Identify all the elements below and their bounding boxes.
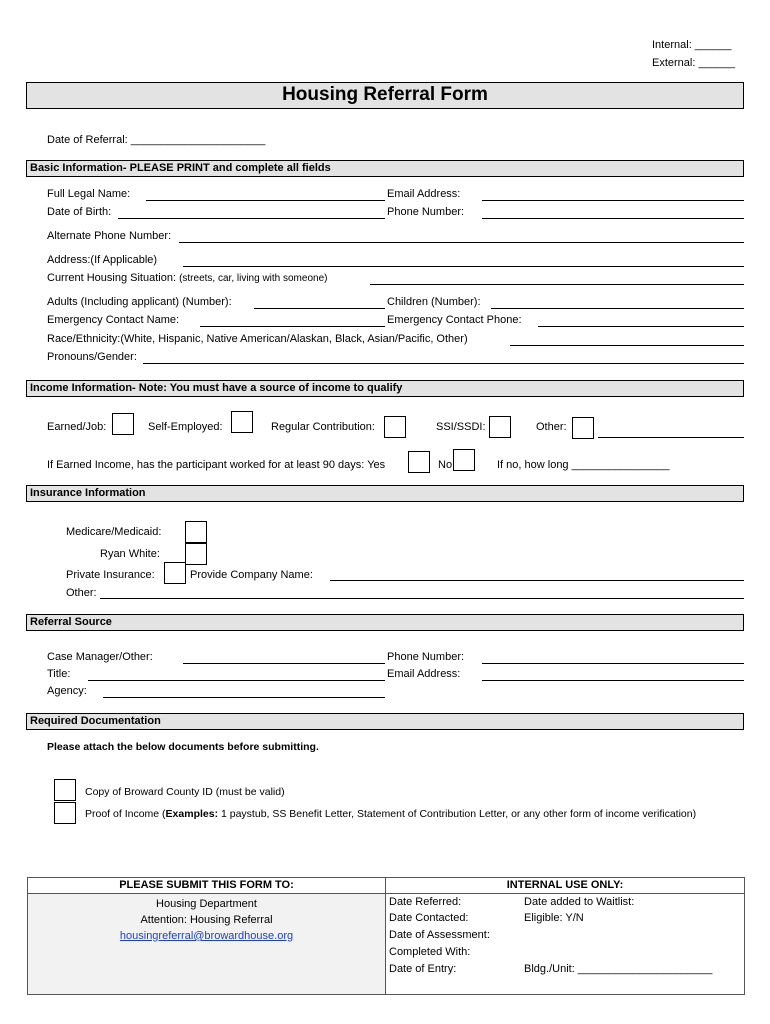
submission-table	[27, 877, 745, 995]
id-doc-label: Copy of Broward County ID (must be valid)	[85, 786, 285, 798]
housing-field[interactable]	[370, 284, 744, 285]
ninety-days-no-checkbox[interactable]	[453, 449, 475, 471]
insurance-info-heading: Insurance Information	[26, 485, 744, 502]
earned-checkbox[interactable]	[112, 413, 134, 435]
race-label: Race/Ethnicity:(White, Hispanic, Native American/Alaskan, Black, Asian/Pacific, Other)	[47, 333, 468, 345]
date-waitlist-label: Date added to Waitlist:	[524, 896, 635, 908]
adults-field[interactable]	[254, 308, 385, 309]
agency-label: Agency:	[47, 685, 87, 697]
adults-label: Adults (Including applicant) (Number):	[47, 296, 232, 308]
emergency-phone-field[interactable]	[538, 326, 744, 327]
internal-use-heading: INTERNAL USE ONLY:	[386, 878, 745, 894]
dept-name: Housing Department	[156, 898, 257, 910]
submit-to-cell	[28, 894, 386, 995]
referral-email-field[interactable]	[482, 680, 744, 681]
dob-label: Date of Birth:	[47, 206, 112, 218]
referral-title-field[interactable]	[88, 680, 385, 681]
internal-label: Internal: ______	[652, 39, 732, 51]
other-insurance-label: Other:	[66, 587, 97, 599]
address-field[interactable]	[183, 266, 744, 267]
medicare-checkbox[interactable]	[185, 521, 207, 543]
private-insurance-label: Private Insurance:	[66, 569, 155, 581]
pronouns-label: Pronouns/Gender:	[47, 351, 137, 363]
alt-phone-field[interactable]	[179, 242, 744, 243]
email-field[interactable]	[482, 200, 744, 201]
date-entry-label: Date of Entry:	[389, 963, 457, 975]
phone-field[interactable]	[482, 218, 744, 219]
referral-phone-field[interactable]	[482, 663, 744, 664]
self-employed-label: Self-Employed:	[148, 421, 223, 433]
company-name-label: Provide Company Name:	[190, 569, 313, 581]
pronouns-field[interactable]	[143, 363, 744, 364]
dob-field[interactable]	[118, 218, 385, 219]
date-referred-label: Date Referred:	[389, 896, 462, 908]
id-checkbox[interactable]	[54, 779, 76, 801]
submit-email-link[interactable]: housingreferral@browardhouse.org	[119, 930, 294, 942]
emergency-name-label: Emergency Contact Name:	[47, 314, 180, 326]
ssi-checkbox[interactable]	[489, 416, 511, 438]
if-no-how-long-field[interactable]: If no, how long ________________	[497, 459, 670, 471]
full-legal-name-label: Full Legal Name:	[47, 188, 131, 200]
private-insurance-checkbox[interactable]	[164, 562, 186, 584]
housing-label: Current Housing Situation: (streets, car, living with someone)	[47, 272, 328, 284]
company-name-field[interactable]	[330, 580, 744, 581]
ryan-white-checkbox[interactable]	[185, 543, 207, 565]
other-insurance-field[interactable]	[100, 598, 744, 599]
emergency-name-field[interactable]	[200, 326, 385, 327]
required-docs-heading: Required Documentation	[26, 713, 744, 730]
referral-title-label: Title:	[47, 668, 71, 680]
earned-label: Earned/Job:	[47, 421, 107, 433]
alt-phone-label: Alternate Phone Number:	[47, 230, 172, 242]
case-manager-label: Case Manager/Other:	[47, 651, 153, 663]
agency-field[interactable]	[103, 697, 385, 698]
ninety-days-label: If Earned Income, has the participant worked for at least 90 days: Yes	[47, 459, 386, 471]
children-label: Children (Number):	[387, 296, 481, 308]
ninety-days-yes-checkbox[interactable]	[408, 451, 430, 473]
referral-source-heading: Referral Source	[26, 614, 744, 631]
referral-phone-label: Phone Number:	[387, 651, 465, 663]
internal-use-cell	[386, 894, 745, 995]
page-title: Housing Referral Form	[26, 82, 744, 109]
external-label: External: ______	[652, 57, 736, 69]
phone-label: Phone Number:	[387, 206, 465, 218]
race-field[interactable]	[510, 345, 744, 346]
attention-line: Attention: Housing Referral	[140, 914, 273, 926]
regular-contribution-label: Regular Contribution:	[271, 421, 375, 433]
address-label: Address:(If Applicable)	[47, 254, 158, 266]
income-proof-label: Proof of Income (Examples: 1 paystub, SS Benefit Letter, Statement of Contribution Letter, or any other form of income verification)	[85, 808, 697, 820]
regular-contribution-checkbox[interactable]	[384, 416, 406, 438]
ssi-label: SSI/SSDI:	[436, 421, 486, 433]
completed-with-label: Completed With:	[389, 946, 471, 958]
email-label: Email Address:	[387, 188, 461, 200]
date-of-referral-field[interactable]: Date of Referral: ______________________	[47, 134, 266, 146]
emergency-phone-label: Emergency Contact Phone:	[387, 314, 522, 326]
ninety-days-no-label: No	[438, 459, 453, 471]
self-employed-checkbox[interactable]	[231, 411, 253, 433]
children-field[interactable]	[491, 308, 744, 309]
date-assessment-label: Date of Assessment:	[389, 929, 490, 941]
income-info-heading: Income Information- Note: You must have a source of income to qualify	[26, 380, 744, 397]
other-income-checkbox[interactable]	[572, 417, 594, 439]
income-proof-checkbox[interactable]	[54, 802, 76, 824]
docs-instruction: Please attach the below documents before submitting.	[47, 741, 319, 753]
referral-email-label: Email Address:	[387, 668, 461, 680]
eligible-label: Eligible: Y/N	[524, 912, 584, 924]
basic-info-heading: Basic Information- PLEASE PRINT and complete all fields	[26, 160, 744, 177]
case-manager-field[interactable]	[183, 663, 385, 664]
full-legal-name-field[interactable]	[146, 200, 385, 201]
other-income-field[interactable]	[598, 437, 744, 438]
other-income-label: Other:	[536, 421, 567, 433]
medicare-label: Medicare/Medicaid:	[66, 526, 162, 538]
submit-to-heading: PLEASE SUBMIT THIS FORM TO:	[28, 878, 386, 894]
ryan-white-label: Ryan White:	[100, 548, 160, 560]
date-contacted-label: Date Contacted:	[389, 912, 469, 924]
bldg-unit-field[interactable]: Bldg./Unit: ______________________	[524, 963, 713, 975]
